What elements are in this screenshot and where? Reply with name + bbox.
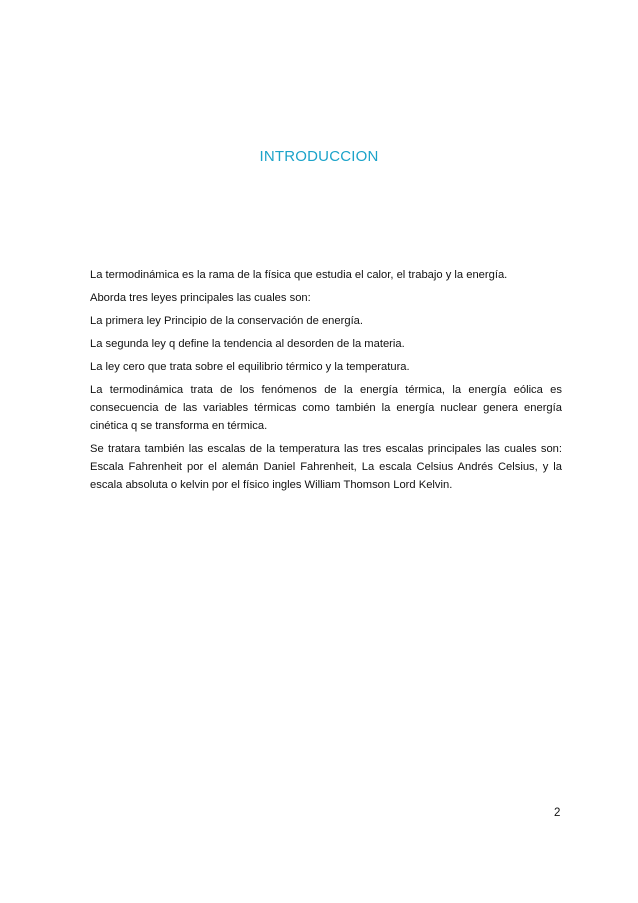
paragraph-laws-intro: Aborda tres leyes principales las cuales son: [90, 292, 311, 304]
page-number: 2 [554, 807, 561, 819]
paragraph-zeroth-law: La ley cero que trata sobre el equilibrio térmico y la temperatura. [90, 361, 410, 373]
paragraph-second-law: La segunda ley q define la tendencia al desorden de la materia. [90, 338, 405, 350]
paragraph-first-law: La primera ley Principio de la conservación de energía. [90, 315, 364, 327]
paragraph-definition: La termodinámica es la rama de la física que estudia el calor, el trabajo y la energía. [90, 269, 508, 281]
paragraph-phenomena: La termodinámica trata de los fenómenos de la energía térmica, la energía eólica es consecuencia de las variables térmicas como también la energía nuclear genera energía cinética q se transforma en térmica. [90, 384, 562, 432]
paragraph-temperature-scales: Se tratara también las escalas de la temperatura las tres escalas principales las cuales son: Escala Fahrenheit por el alemán Daniel Fahrenheit, La escala Celsius Andrés Celsius, y la escala absoluta o kelvin por el físico ingles William Thomson Lord Kelvin. [90, 443, 562, 491]
body-content [90, 266, 562, 499]
page-title: INTRODUCCION [259, 148, 379, 165]
